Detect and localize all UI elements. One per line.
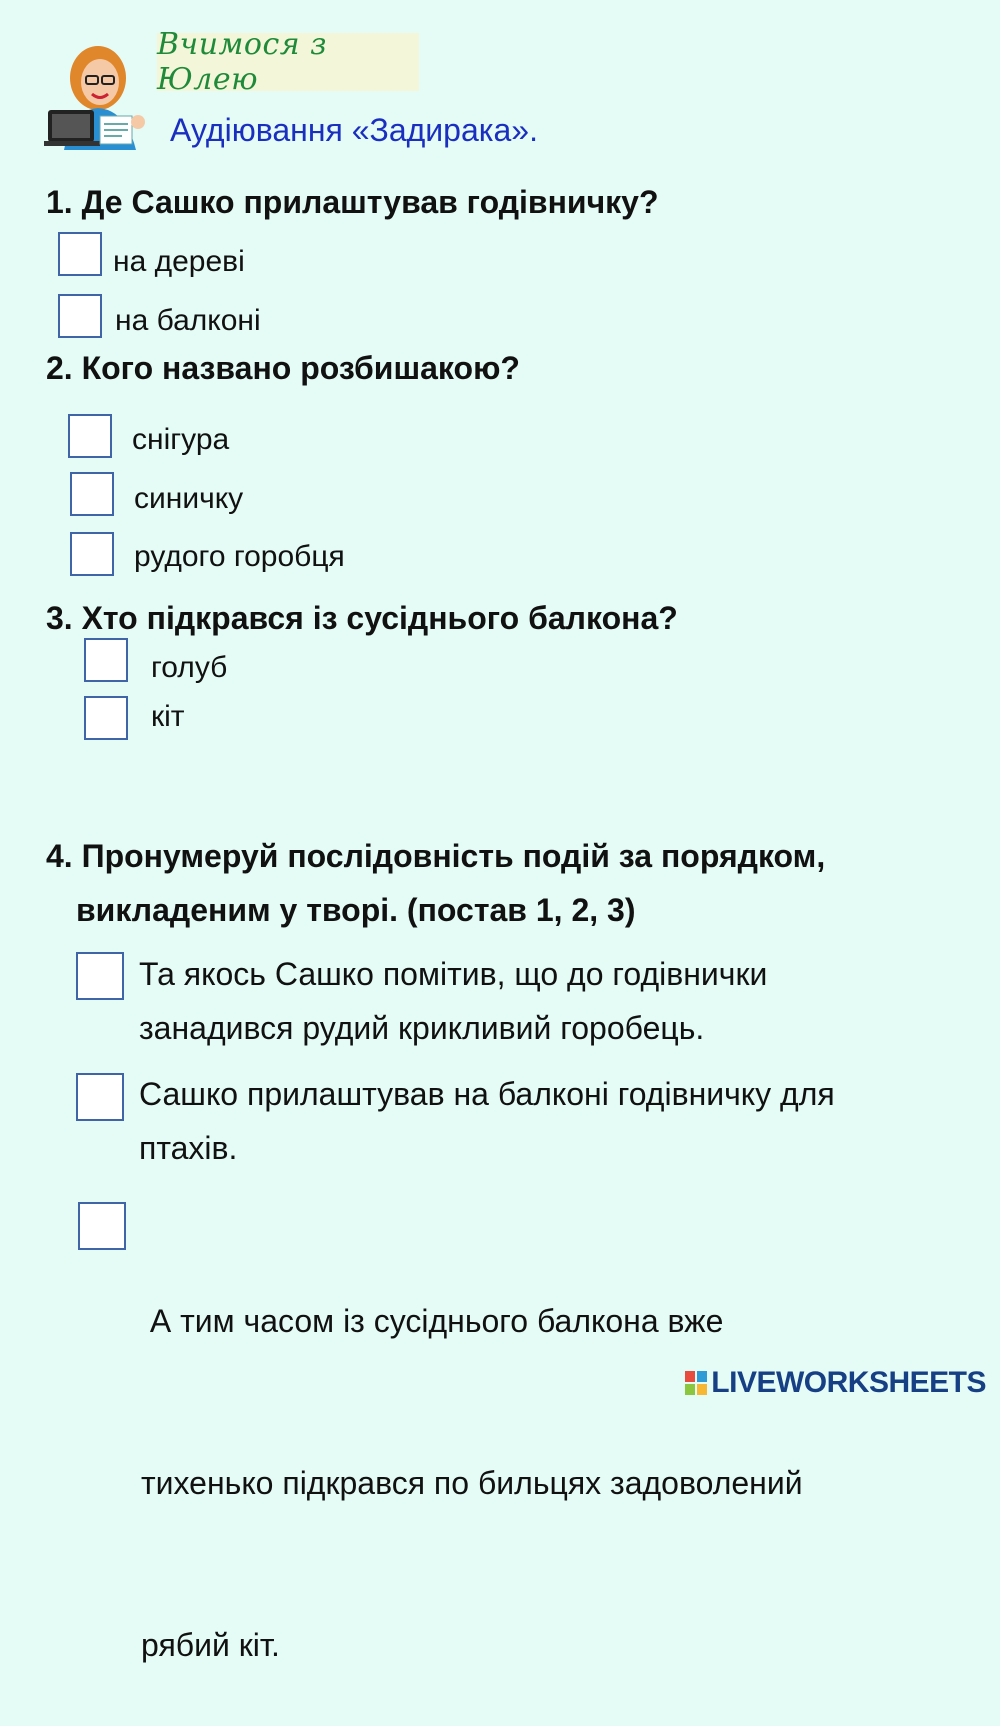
event-2-line-2: птахів. bbox=[139, 1130, 238, 1166]
event-3-line-2: тихенько підкрався по бильцях задоволений bbox=[141, 1465, 803, 1501]
question-2-option-1-label: снігура bbox=[132, 423, 230, 456]
question-4-title-line-2: викладеним у творі. (постав 1, 2, 3) bbox=[76, 892, 636, 928]
question-2-option-1-checkbox[interactable] bbox=[68, 414, 112, 458]
question-2-option-2-label: синичку bbox=[134, 482, 244, 515]
event-3-text bbox=[141, 1186, 803, 1726]
question-3-option-2-checkbox[interactable] bbox=[84, 696, 128, 740]
brand-banner bbox=[157, 27, 419, 97]
question-2-option-2-checkbox[interactable] bbox=[70, 472, 114, 516]
event-1-line-1: Та якось Сашко помітив, що до годівнички bbox=[139, 956, 768, 992]
question-1-option-1-checkbox[interactable] bbox=[58, 232, 102, 276]
event-3-line-1: А тим часом із сусіднього балкона вже bbox=[141, 1303, 724, 1339]
logo-text: LIVEWORKSHEETS bbox=[711, 1366, 986, 1399]
event-2-number-box[interactable] bbox=[76, 1073, 124, 1121]
question-3-title: 3. Хто підкрався із сусіднього балкона? bbox=[46, 600, 678, 636]
question-2-title: 2. Кого названо розбишакою? bbox=[46, 350, 520, 386]
question-2-option-3-label: рудого горобця bbox=[134, 540, 345, 573]
event-1-text bbox=[139, 947, 767, 1055]
liveworksheets-logo bbox=[685, 1366, 986, 1400]
event-1-number-box[interactable] bbox=[76, 952, 124, 1000]
page-subtitle: Аудіювання «Задирака». bbox=[170, 112, 538, 148]
question-3-option-1-checkbox[interactable] bbox=[84, 638, 128, 682]
event-2-line-1: Сашко прилаштував на балконі годівничку для bbox=[139, 1076, 835, 1112]
question-2-option-3-checkbox[interactable] bbox=[70, 532, 114, 576]
event-3-line-3: рябий кіт. bbox=[141, 1627, 280, 1663]
banner-text: Вчимося з Юлею bbox=[157, 27, 328, 97]
question-1-option-2-label: на балконі bbox=[115, 304, 261, 337]
question-4-title-line-1: 4. Пронумеруй послідовність подій за порядком, bbox=[46, 838, 826, 874]
question-3-option-2-label: кіт bbox=[151, 700, 185, 733]
event-3-number-box[interactable] bbox=[78, 1202, 126, 1250]
question-1-option-1-label: на дереві bbox=[113, 245, 245, 278]
question-3-option-1-label: голуб bbox=[151, 651, 228, 684]
question-1-option-2-checkbox[interactable] bbox=[58, 294, 102, 338]
teacher-avatar bbox=[42, 38, 154, 150]
logo-mark-icon bbox=[685, 1371, 707, 1395]
event-2-text bbox=[139, 1067, 835, 1175]
event-1-line-2: занадився рудий крикливий горобець. bbox=[139, 1010, 705, 1046]
question-1-title: 1. Де Сашко прилаштував годівничку? bbox=[46, 184, 659, 220]
